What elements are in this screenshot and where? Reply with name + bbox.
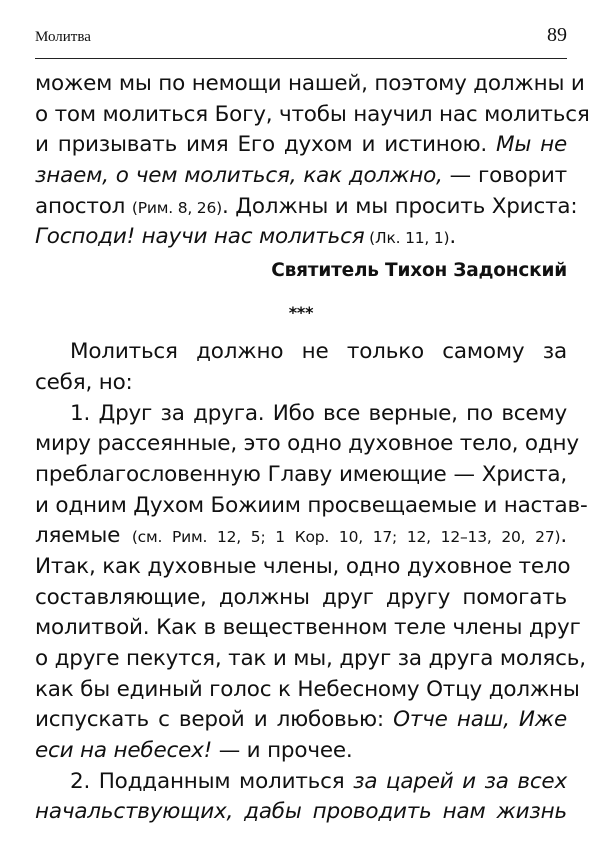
text-line: [35, 491, 588, 522]
text-line: [35, 368, 567, 399]
italic-quote: Отче наш, Иже: [393, 707, 568, 733]
text-segment: .: [449, 224, 457, 250]
text-segment: о друге пекутся, так и мы, друг за друга молясь,: [35, 646, 586, 671]
text-segment: о том молиться Богу, чтобы научил нас молиться: [35, 101, 590, 127]
text-line: [35, 644, 586, 675]
text-segment: Итак, как духовные члены, одно духовное тело: [35, 553, 571, 579]
text-line: [35, 705, 567, 736]
text-segment: . Должны и мы просить Христа:: [221, 193, 578, 219]
text-segment: — говорит: [442, 163, 567, 189]
text-segment: как бы единый голос к Небесному Отцу должны: [35, 676, 580, 702]
italic-quote: за царей и за всех: [353, 768, 567, 794]
text-line: [35, 797, 567, 828]
section-separator: [35, 289, 567, 337]
text-line: [35, 161, 567, 192]
text-segment: ***: [288, 303, 314, 323]
text-line: [35, 460, 567, 491]
text-segment: — и прочее.: [212, 738, 353, 764]
text-segment: 2. Подданным молиться: [70, 768, 354, 794]
page-number: 89: [547, 24, 567, 46]
running-header: [35, 24, 567, 59]
text-line: [35, 399, 567, 430]
text-line: [35, 736, 567, 767]
text-line: [35, 552, 571, 583]
text-segment: составляющие, должны друг другу помогать: [35, 584, 567, 610]
text-segment: молитвой. Как в вещественном теле члены друг: [35, 615, 581, 641]
chapter-title: Молитва: [35, 29, 91, 45]
text-segment: можем мы по немощи нашей, поэтому должны и: [35, 71, 585, 96]
italic-quote: начальствующих, дабы проводить нам жизнь: [35, 799, 567, 825]
scripture-reference: (Рим. 8, 26): [131, 198, 222, 217]
page-body-text: [35, 69, 590, 828]
text-line: [35, 222, 567, 253]
text-line: [35, 767, 567, 798]
text-line: [35, 583, 567, 614]
text-segment: себя, но:: [35, 369, 133, 395]
text-segment: Молиться должно не только самому за: [70, 339, 567, 365]
text-line: [35, 130, 567, 161]
text-segment: 1. Друг за друга. Ибо все верные, по всему: [70, 400, 567, 426]
text-segment: испускать с верой и любовью:: [35, 707, 394, 733]
scripture-reference: (Лк. 11, 1): [364, 229, 450, 248]
text-line: [35, 337, 567, 368]
text-line: [35, 69, 585, 100]
attribution: [35, 253, 567, 289]
text-segment: апостол: [35, 193, 132, 219]
text-segment: Святитель Тихон Задонский: [271, 260, 567, 282]
text-line: [35, 613, 581, 644]
text-segment: ляемые: [35, 523, 132, 549]
text-segment: .: [560, 523, 567, 549]
text-line: [35, 429, 579, 460]
italic-quote: Господи! научи нас молиться: [35, 224, 365, 250]
text-line: [35, 100, 590, 131]
scripture-reference: (см. Рим. 12, 5; 1 Кор. 10, 17; 12, 12–13, 20, 27): [131, 528, 561, 547]
text-segment: и призывать имя Его духом и истиною.: [35, 132, 497, 158]
text-segment: и одним Духом Божиим просвещаемые и настав-: [35, 492, 588, 518]
italic-quote: Мы не: [496, 132, 567, 158]
text-line: [35, 521, 567, 552]
text-segment: миру рассеянные, это одно духовное тело, одну: [35, 431, 579, 457]
text-segment: преблагословенную Главу имеющие — Христа,: [35, 461, 567, 487]
text-line: [35, 192, 578, 223]
text-line: [35, 675, 580, 706]
italic-quote: знаем, о чем молиться, как должно,: [35, 163, 443, 189]
italic-quote: еси на небесех!: [35, 738, 213, 764]
